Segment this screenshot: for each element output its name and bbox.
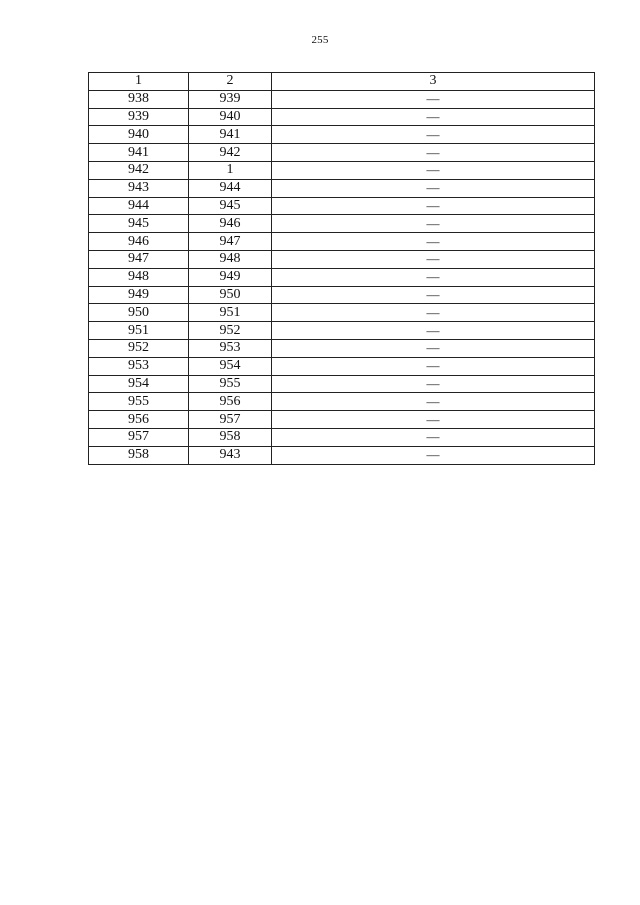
table-cell-col-1: 952 bbox=[89, 339, 189, 357]
table-row bbox=[89, 357, 595, 375]
table-cell-col-3: — bbox=[272, 393, 595, 411]
table-body bbox=[89, 90, 595, 464]
table-row bbox=[89, 322, 595, 340]
table-cell-col-1: 942 bbox=[89, 161, 189, 179]
table-cell-col-1: 941 bbox=[89, 144, 189, 162]
table-cell-col-2: 1 bbox=[189, 161, 272, 179]
table-cell-col-1: 947 bbox=[89, 250, 189, 268]
table-cell-col-1: 946 bbox=[89, 233, 189, 251]
table-row bbox=[89, 339, 595, 357]
table-row bbox=[89, 126, 595, 144]
table-row bbox=[89, 411, 595, 429]
table-cell-col-3: — bbox=[272, 126, 595, 144]
table-row bbox=[89, 108, 595, 126]
table-cell-col-1: 945 bbox=[89, 215, 189, 233]
table-row bbox=[89, 144, 595, 162]
table-row bbox=[89, 179, 595, 197]
table-cell-col-3: — bbox=[272, 215, 595, 233]
table-cell-col-3: — bbox=[272, 339, 595, 357]
table-cell-col-2: 947 bbox=[189, 233, 272, 251]
table-row bbox=[89, 286, 595, 304]
table-cell-col-3: — bbox=[272, 144, 595, 162]
table-cell-col-2: 955 bbox=[189, 375, 272, 393]
table-cell-col-1: 950 bbox=[89, 304, 189, 322]
table-cell-col-1: 953 bbox=[89, 357, 189, 375]
table-cell-col-3: — bbox=[272, 268, 595, 286]
table-row bbox=[89, 90, 595, 108]
table-cell-col-2: 941 bbox=[189, 126, 272, 144]
table-cell-col-1: 939 bbox=[89, 108, 189, 126]
data-table bbox=[88, 72, 595, 465]
table-cell-col-1: 949 bbox=[89, 286, 189, 304]
table-cell-col-3: — bbox=[272, 428, 595, 446]
table-cell-col-1: 940 bbox=[89, 126, 189, 144]
column-header-3: 3 bbox=[272, 73, 595, 91]
table-cell-col-2: 946 bbox=[189, 215, 272, 233]
table-row bbox=[89, 393, 595, 411]
table-cell-col-2: 953 bbox=[189, 339, 272, 357]
table-cell-col-2: 939 bbox=[189, 90, 272, 108]
table-row bbox=[89, 304, 595, 322]
table-cell-col-2: 951 bbox=[189, 304, 272, 322]
table-cell-col-3: — bbox=[272, 322, 595, 340]
table-cell-col-1: 957 bbox=[89, 428, 189, 446]
table-cell-col-2: 948 bbox=[189, 250, 272, 268]
table-cell-col-3: — bbox=[272, 446, 595, 464]
table-cell-col-3: — bbox=[272, 357, 595, 375]
table-cell-col-3: — bbox=[272, 375, 595, 393]
table-cell-col-3: — bbox=[272, 233, 595, 251]
table-cell-col-3: — bbox=[272, 90, 595, 108]
table-cell-col-2: 949 bbox=[189, 268, 272, 286]
table-cell-col-2: 942 bbox=[189, 144, 272, 162]
table-cell-col-1: 951 bbox=[89, 322, 189, 340]
table-cell-col-1: 943 bbox=[89, 179, 189, 197]
table-cell-col-2: 944 bbox=[189, 179, 272, 197]
table-cell-col-3: — bbox=[272, 250, 595, 268]
table-cell-col-1: 944 bbox=[89, 197, 189, 215]
table-cell-col-2: 952 bbox=[189, 322, 272, 340]
table-row bbox=[89, 375, 595, 393]
table-row bbox=[89, 197, 595, 215]
page-number: 255 bbox=[311, 34, 329, 46]
table-cell-col-2: 945 bbox=[189, 197, 272, 215]
table-header-row bbox=[89, 73, 595, 91]
table-cell-col-3: — bbox=[272, 411, 595, 429]
table-cell-col-3: — bbox=[272, 108, 595, 126]
table-cell-col-3: — bbox=[272, 304, 595, 322]
table-cell-col-3: — bbox=[272, 161, 595, 179]
table-cell-col-2: 943 bbox=[189, 446, 272, 464]
table-cell-col-2: 954 bbox=[189, 357, 272, 375]
table-cell-col-2: 940 bbox=[189, 108, 272, 126]
table-row bbox=[89, 161, 595, 179]
table-cell-col-1: 956 bbox=[89, 411, 189, 429]
table-cell-col-3: — bbox=[272, 197, 595, 215]
table-row bbox=[89, 428, 595, 446]
table-cell-col-2: 950 bbox=[189, 286, 272, 304]
table-row bbox=[89, 233, 595, 251]
table-cell-col-1: 938 bbox=[89, 90, 189, 108]
table-cell-col-1: 955 bbox=[89, 393, 189, 411]
column-header-2: 2 bbox=[189, 73, 272, 91]
table-row bbox=[89, 250, 595, 268]
table-cell-col-3: — bbox=[272, 179, 595, 197]
table-cell-col-1: 948 bbox=[89, 268, 189, 286]
table-cell-col-2: 957 bbox=[189, 411, 272, 429]
table-row bbox=[89, 268, 595, 286]
table-cell-col-2: 958 bbox=[189, 428, 272, 446]
table-row bbox=[89, 446, 595, 464]
table-cell-col-1: 958 bbox=[89, 446, 189, 464]
table-cell-col-1: 954 bbox=[89, 375, 189, 393]
column-header-1: 1 bbox=[89, 73, 189, 91]
table-cell-col-2: 956 bbox=[189, 393, 272, 411]
table-cell-col-3: — bbox=[272, 286, 595, 304]
table-row bbox=[89, 215, 595, 233]
